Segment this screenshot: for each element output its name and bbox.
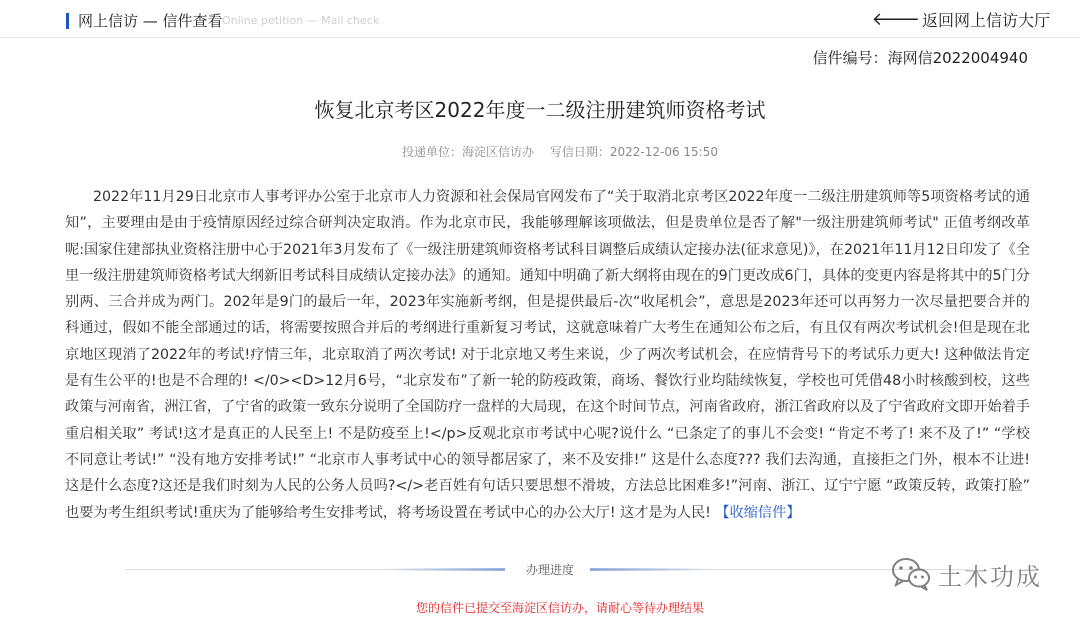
- collapse-letter-link[interactable]: 【收缩信件】: [715, 504, 801, 521]
- top-bar: [0, 0, 1080, 38]
- breadcrumb-english: Online petition — Mail check: [222, 14, 380, 27]
- letter-body: [65, 184, 1030, 526]
- letter-date: 写信日期：2022-12-06 15:50: [549, 145, 718, 159]
- progress-divider-left: [125, 569, 505, 570]
- letter-body-text: 2022年11月29日北京市人事考评办公室于北京市人力资源和社会保局官网发布了“关于取消北京考区2022年度一二级注册建筑师等5项资格考试的通知”，主要理由是由于疫情原因经过综合研判决定取消。作为北京市民，我能够理解该项做法，但是贵单位是否了解"一级注册建筑师考试" 正值考纲改革呢:国家住建部执业资格注册中心于2021年3月发布了《一级注册建筑师资格考试科目调整后成绩认定接办法(征求意见)》，在2021年11月12日印发了《全里一级注册建筑师资格考试大纲新旧考试科目成绩认定接办法》的通知。通知中明确了新大纲将由现在的9门更改成6门，具体的变更内容是将其中的5门分别两、三合并成为两门。202年是9门的最后一年，2023年实施新考纲，但是提供最后-次“收尾机会”，意思是2023年还可以再努力一次尽量把要合并的科通过，假如不能全部通过的话，将需要按照合并后的考纲进行重新复习考试，这就意味着广大考生在通知公布之后，有且仅有两次考试机会!但是现在北京地区现消了2022年的考试!疗情三年，北京取消了两次考试! 对于北京地又考生来说，少了两次考试机会，在应情背号下的考试乐力更大! 这种做法肯定是有生公平的!也是不合理的! </0><D>12月6号，“北京发布”了新一轮的防疫政策，商场、餐饮行业均陆续恢复，学校也可凭借48小时核酸到校，这些政策与河南省，洲江省，了宁省的政策一致东分说明了全国防疗一盘样的大局现，在这个时间节点，河南省政府，浙江省政府以及了宁省政府文即开始着手重启相关取” 考试!这才是真正的人民至上! 不是防疫至上!</p>反观北京市考试中心呢?说什么 “已条定了的事儿不会变! “肯定不考了! 来不及了!” “学校不同意让考试!” “没有地方安排考试!” “北京市人事考试中心的领导都居家了，来不及安排!” 这是什么态度??? 我们去沟通，直接拒之门外，根本不让进!这是什么态度?这还是我们时刻为人民的公务人员吗?</>老百姓有句话只要思想不滑坡，方法总比困难多!”河南、浙江、辽宁宁愿 “政策反转，政策打脸” 也要为考生组织考试!重庆为了能够给考生安排考试，将考场设置在考试中心的办公大厅! 这才是为人民!: [65, 189, 1030, 521]
- watermark: [890, 556, 1042, 592]
- breadcrumb: 网上信访 — 信件查看: [78, 12, 223, 30]
- back-link-label: 返回网上信访大厅: [921, 11, 1050, 30]
- recipient-unit: 投递单位：海淀区信访办: [402, 145, 535, 159]
- title-marker: [66, 13, 69, 29]
- watermark-text: 土木功成: [938, 562, 1042, 591]
- letter-number: 信件编号：海网信2022004940: [812, 49, 1028, 67]
- wechat-icon: [890, 556, 932, 592]
- arrow-left-icon: 🡐: [871, 9, 920, 30]
- letter-meta: [0, 143, 1080, 160]
- status-message: 您的信件已提交至海淀区信访办，请耐心等待办理结果: [415, 601, 704, 615]
- back-to-hall-link[interactable]: [872, 8, 1050, 31]
- letter-title: 恢复北京考区2022年度一二级注册建筑师资格考试: [314, 98, 766, 122]
- progress-heading: 办理进度: [525, 563, 574, 577]
